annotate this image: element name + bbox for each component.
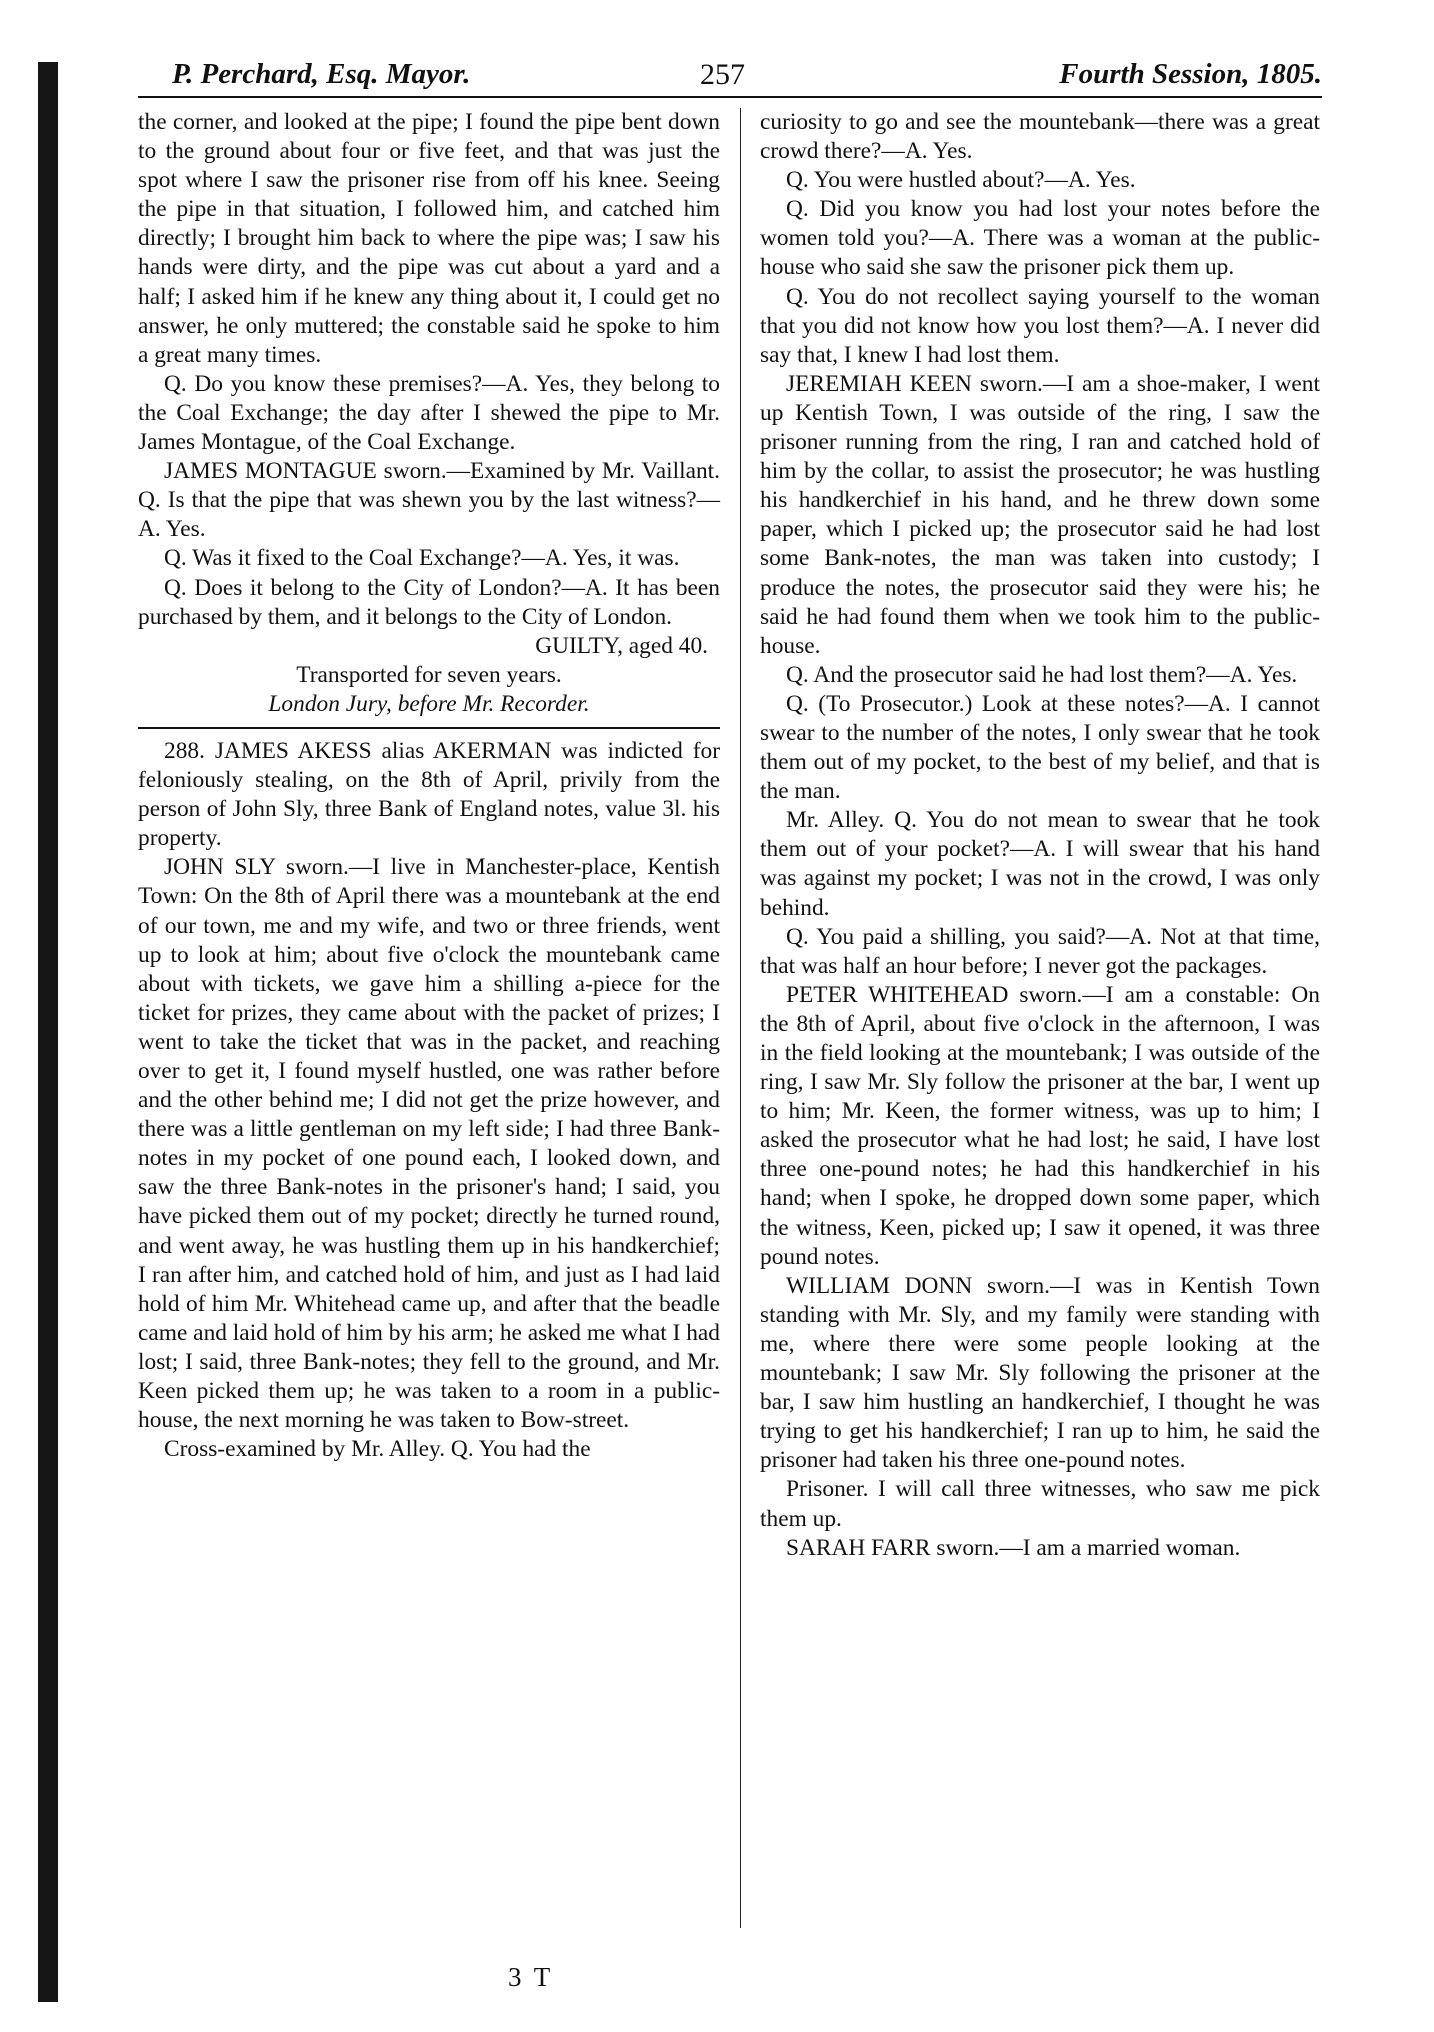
paragraph: Q. Did you know you had lost your notes before the women told you?—A. There was a woman at the public-house who said she saw the prisoner pick them up. — [760, 196, 1320, 281]
paragraph: curiosity to go and see the mountebank—there was a great crowd there?—A. Yes. — [760, 109, 1320, 165]
paragraph: London Jury, before Mr. Recorder. — [268, 690, 590, 717]
paragraph: 288. JAMES AKESS alias AKERMAN was indicted for feloniously stealing, on the 8th of April, privily from the person of John Sly, three Bank of England notes, value 3l. his property. — [138, 737, 720, 852]
paragraph: Q. You paid a shilling, you said?—A. Not at that time, that was half an hour before; I never got the packages. — [760, 923, 1320, 979]
signature-mark: 3 T — [508, 1962, 554, 1992]
paragraph: Prisoner. I will call three witnesses, who saw me pick them up. — [760, 1476, 1320, 1532]
paragraph: SARAH FARR sworn.—I am a married woman. — [786, 1534, 1241, 1561]
running-header-left: P. Perchard, Esq. Mayor. — [172, 58, 471, 90]
paragraph: WILLIAM DONN sworn.—I was in Kentish Town standing with Mr. Sly, and my family were standing with me, where there were some people looking at the mountebank; I saw Mr. Sly following the prisoner at the bar, I saw him hustling an handkerchief, I thought he was trying to get his handkerchief; I ran up to him, he said the prisoner had taken his three one-pound notes. — [760, 1272, 1320, 1474]
column-divider — [740, 108, 741, 1928]
left-column — [138, 108, 720, 1464]
paragraph: Q. You were hustled about?—A. Yes. — [786, 167, 1136, 194]
paragraph: JOHN SLY sworn.—I live in Manchester-place, Kentish Town: On the 8th of April there was a mountebank at the end of our town, me and my wife, and two or three friends, went up to look at him; about five o'clock the mountebank came about with tickets, we gave him a shilling a-piece for the ticket for prizes, they came about with the packet of prizes; I went to take the ticket that was in the packet, and reaching over to get it, I found myself hustled, one was rather before and the other behind me; I did not get the prize however, and there was a little gentleman on my left side; I had three Bank-notes in my pocket of one pound each, I looked down, and saw the three Bank-notes in the prisoner's hand; I said, you have picked them out of my pocket; directly he turned round, and went away, he was hustling them up in his handkerchief; I ran after him, and catched hold of him, and just as I had laid hold of him Mr. Whitehead came up, and after that the beadle came and laid hold of him by his arm; he asked me what I had lost; I said, three Bank-notes; they fell to the ground, and Mr. Keen picked them up; he was taken to a room in a public-house, the next morning he was taken to Bow-street. — [138, 854, 721, 1434]
paragraph: Q. You do not recollect saying yourself to the woman that you did not know how you lost them?—A. I never did say that, I knew I had lost them. — [760, 283, 1320, 368]
paragraph: Q. Do you know these premises?—A. Yes, they belong to the Coal Exchange; the day after I shewed the pipe to Mr. James Montague, of the Coal Exchange. — [138, 370, 720, 456]
header-rule — [138, 96, 1322, 98]
running-header-right: Fourth Session, 1805. — [1059, 58, 1322, 90]
binding-edge — [38, 62, 58, 2002]
section-rule — [138, 727, 720, 729]
paragraph: Q. Does it belong to the City of London?—A. It has been purchased by them, and it belongs to the City of London. — [138, 574, 720, 630]
paragraph: PETER WHITEHEAD sworn.—I am a constable: On the 8th of April, about five o'clock in the afternoon, I was in the field looking at the mountebank; I was outside of the ring, I saw Mr. Sly follow the prisoner at the bar, I went up to him; Mr. Keen, the former witness, was up to him; I asked the prosecutor what he had lost; he said, I have lost three one-pound notes; he had this handkerchief in his hand; when I spoke, he dropped down some paper, which the witness, Keen, picked up; I saw it opened, it was three pound notes. — [760, 981, 1320, 1270]
right-column — [760, 108, 1320, 1563]
paragraph: GUILTY, aged 40. — [535, 632, 708, 659]
paragraph: Q. Was it fixed to the Coal Exchange?—A. Yes, it was. — [164, 545, 680, 572]
paragraph: JEREMIAH KEEN sworn.—I am a shoe-maker, I went up Kentish Town, I was outside of the ring, I saw the prisoner running from the ring, I ran and catched hold of him by the collar, to assist the prosecutor; he was hustling his handkerchief in his hand, and he threw down some paper, which I picked up; the prosecutor said he had lost some Bank-notes, the man was taken into custody; I produce the notes, the prosecutor said they were his; he said he had found them when we took him to the public-house. — [760, 370, 1320, 659]
paragraph: Q. And the prosecutor said he had lost them?—A. Yes. — [786, 661, 1298, 688]
page-number: 257 — [700, 58, 745, 91]
paragraph: Mr. Alley. Q. You do not mean to swear that he took them out of your pocket?—A. I will swear that his hand was against my pocket; I was not in the crowd, I was only behind. — [760, 807, 1320, 921]
paragraph: the corner, and looked at the pipe; I found the pipe bent down to the ground about four or five feet, and that was just the spot where I saw the prisoner rise from off his knee. Seeing the pipe in that situation, I followed him, and catched him directly; I brought him back to where the pipe was; I saw his hands were dirty, and the pipe was cut about a yard and a half; I asked him if he knew any thing about it, I could get no answer, he only muttered; the constable said he spoke to him a great many times. — [138, 109, 720, 368]
paragraph: JAMES MONTAGUE sworn.—Examined by Mr. Vaillant. Q. Is that the pipe that was shewn you by the last witness?—A. Yes. — [138, 458, 720, 543]
paragraph: Q. (To Prosecutor.) Look at these notes?—A. I cannot swear to the number of the notes, I only swear that he took them out of my pocket, to the best of my belief, and that is the man. — [760, 690, 1320, 805]
paragraph: Transported for seven years. — [296, 661, 562, 688]
paragraph: Cross-examined by Mr. Alley. Q. You had the — [164, 1436, 591, 1463]
